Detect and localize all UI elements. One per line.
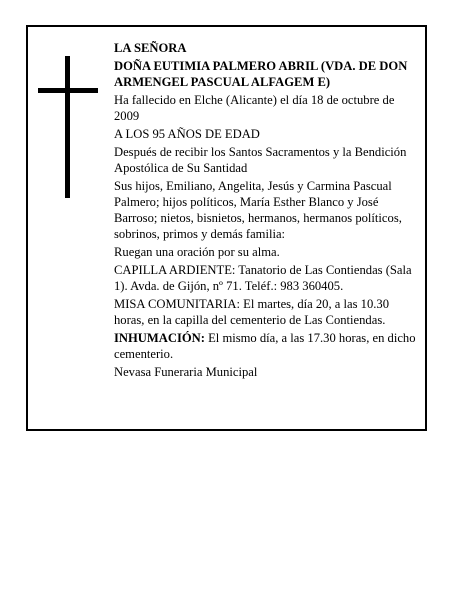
cross-icon	[38, 56, 98, 198]
mass-label: MISA COMUNITARIA:	[114, 296, 240, 311]
deceased-name: DOÑA EUTIMIA PALMERO ABRIL (VDA. DE DON ARMENGEL PASCUAL ALFAGEM E)	[114, 58, 408, 89]
burial-info	[114, 330, 418, 362]
notice-heading: LA SEÑORA	[114, 41, 187, 55]
mass-info	[114, 296, 418, 328]
burial-details: El mismo día, a las 17.30 horas, en dicho cementerio.	[114, 330, 416, 361]
cross-horizontal-bar	[38, 88, 98, 93]
death-announcement: Ha fallecido en Elche (Alicante) el día 18 de octubre de 2009	[114, 92, 395, 123]
notice-text	[114, 40, 418, 382]
sacraments-line: Después de recibir los Santos Sacramentos y la Bendición Apostólica de Su Santidad	[114, 144, 407, 175]
funeral-home: Nevasa Funeraria Municipal	[114, 364, 258, 379]
prayer-request: Ruegan una oración por su alma.	[114, 245, 280, 259]
burial-label: INHUMACIÓN:	[114, 330, 205, 345]
age-line: A LOS 95 AÑOS DE EDAD	[114, 126, 260, 141]
obituary-notice	[26, 25, 427, 431]
family-list: Sus hijos, Emiliano, Angelita, Jesús y Carmina Pascual Palmero; hijos políticos, María Esther Blanco y José Barroso; nietos, bisnietos, hermanos, hermanos políticos, sobrinos, primos y demás familia:	[114, 178, 402, 242]
mass-details: El martes, día 20, a las 10.30 horas, en la capilla del cementerio de Las Contiendas.	[114, 296, 389, 327]
chapel-info: CAPILLA ARDIENTE: Tanatorio de Las Contiendas (Sala 1). Avda. de Gijón, nº 71. Teléf.: 983 360405.	[114, 262, 412, 293]
cross-vertical-bar	[65, 56, 70, 198]
